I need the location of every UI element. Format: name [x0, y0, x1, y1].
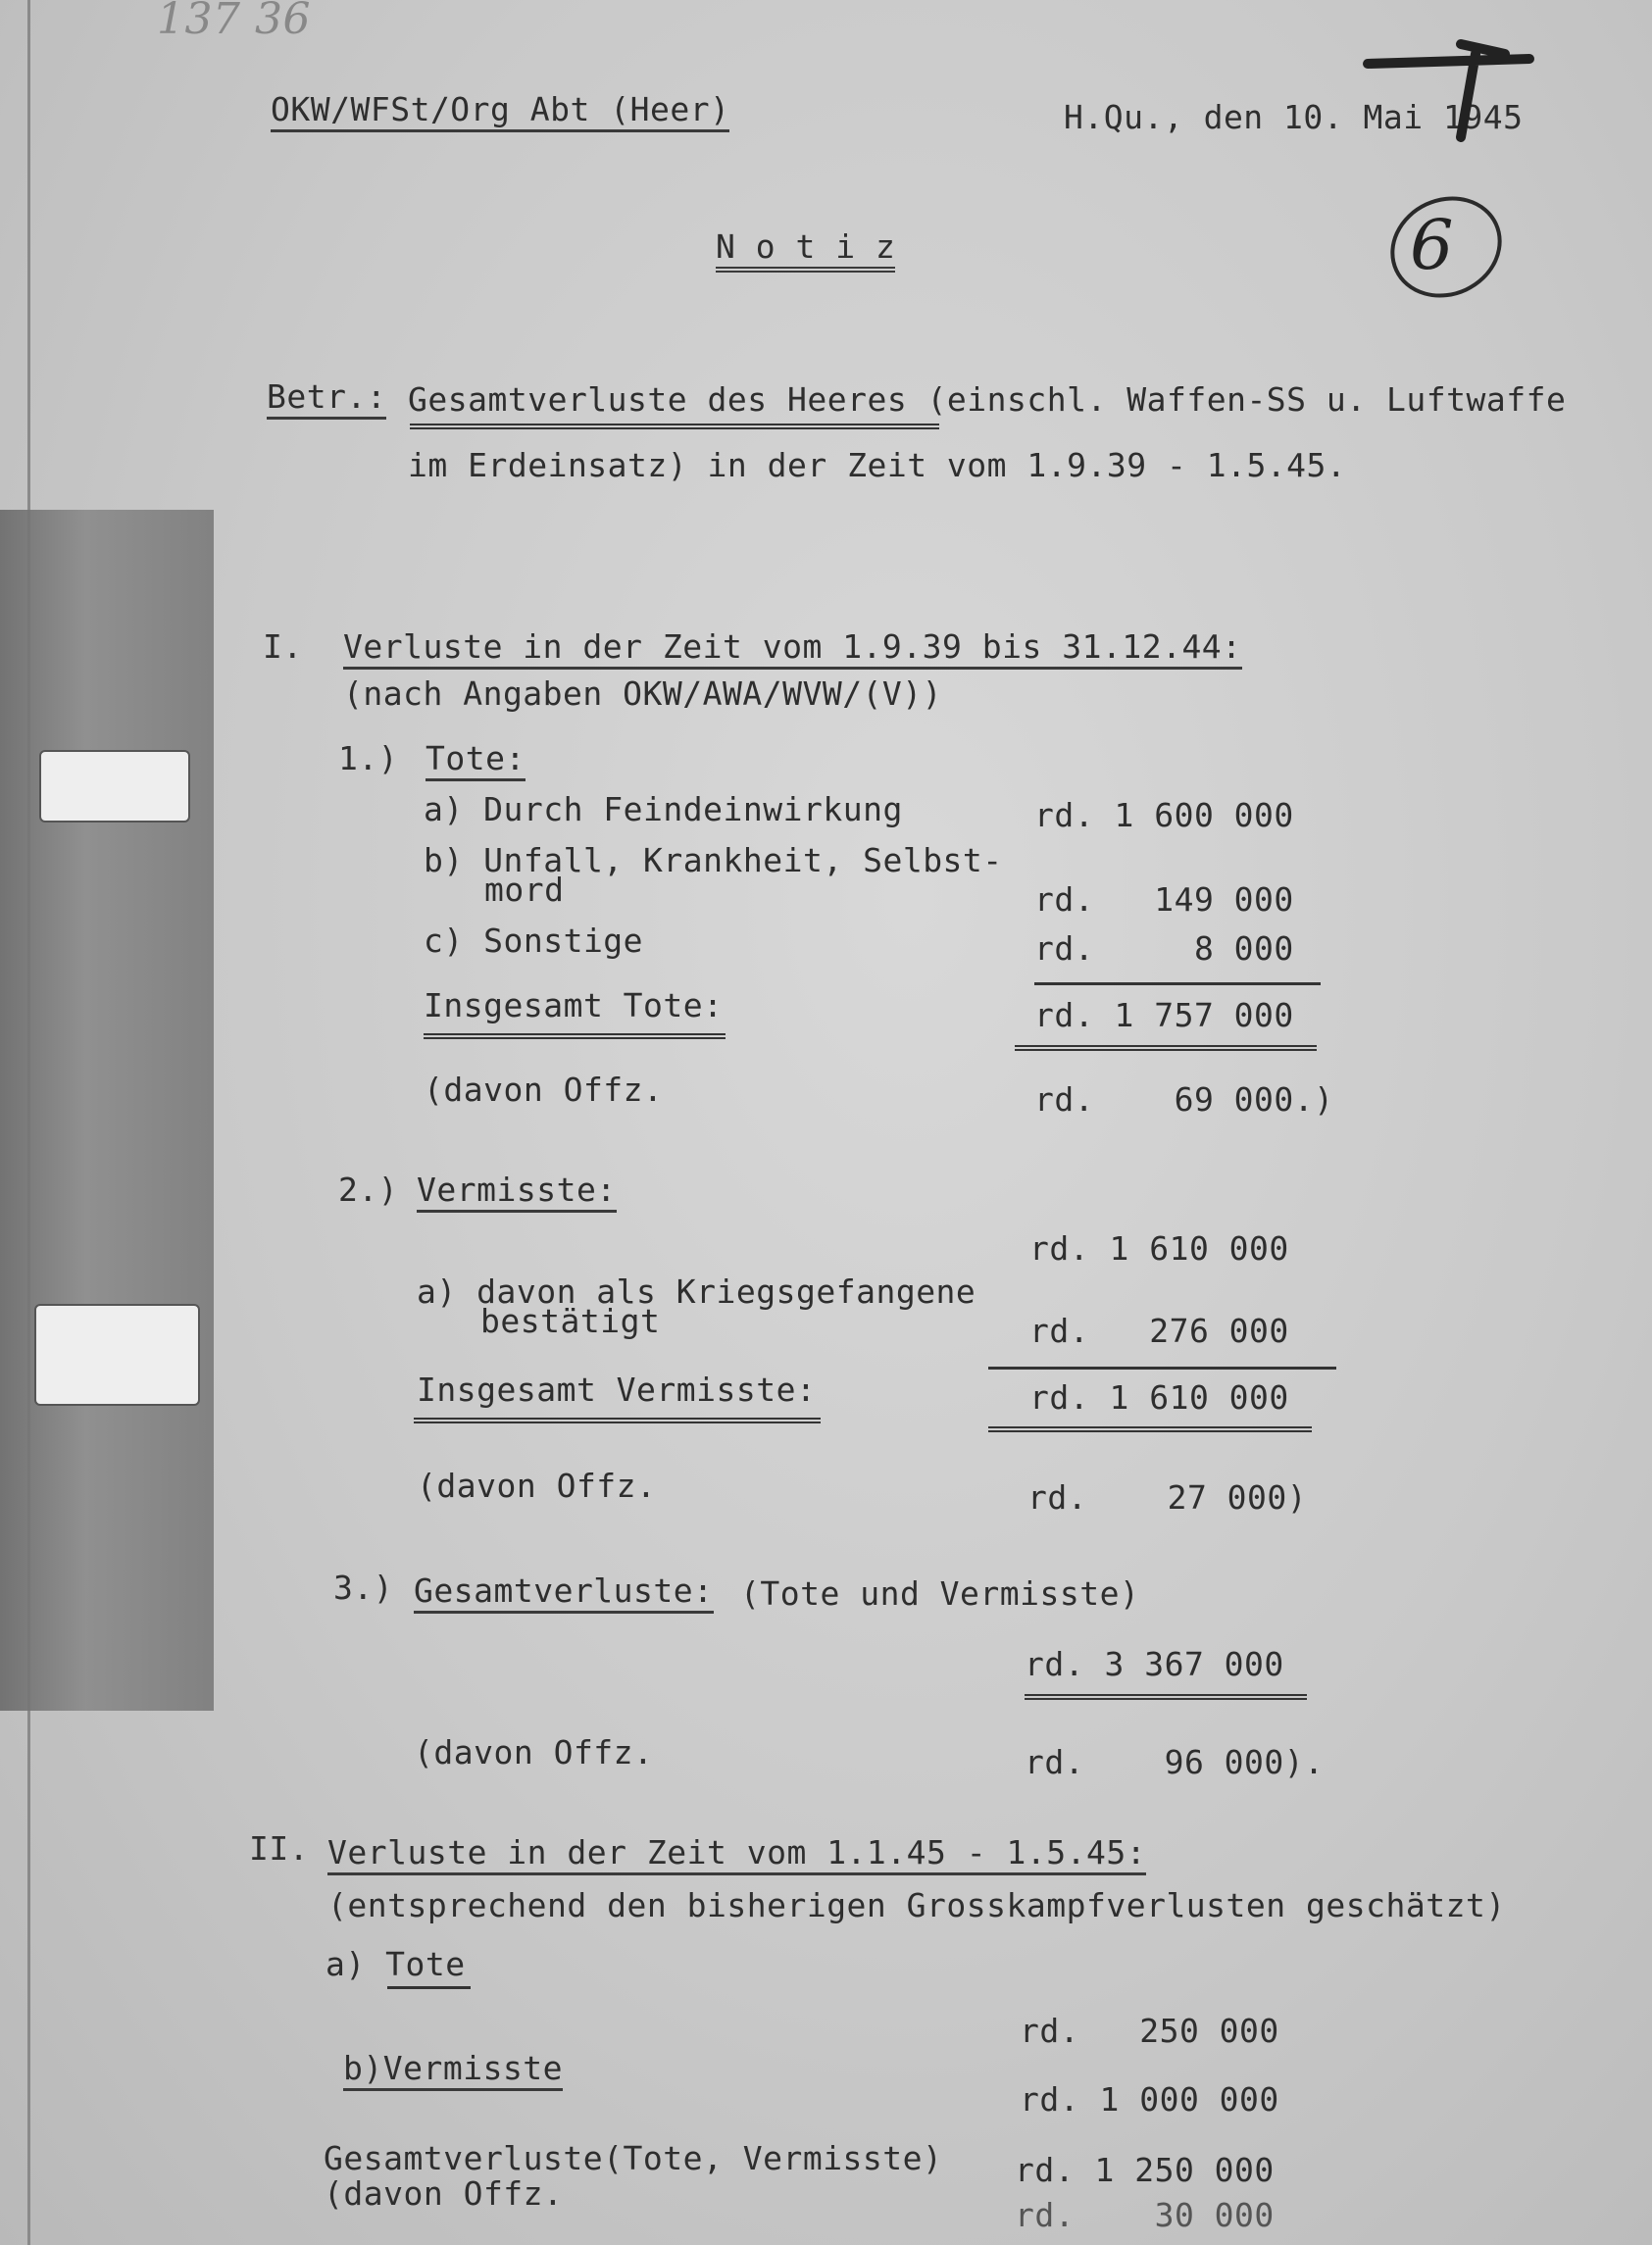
gesamt-number: 3.) [333, 1569, 394, 1607]
tote-a-label: a) Durch Feindeinwirkung [424, 790, 903, 828]
section-2-total-label: Gesamtverluste(Tote, Vermisste) [324, 2139, 943, 2177]
section-2-offz-value: rd. 30 000 [1015, 2196, 1275, 2234]
subject-double-rule [410, 424, 939, 429]
vermisste-offz-label: (davon Offz. [417, 1467, 657, 1505]
document-title: N o t i z [716, 227, 895, 273]
section-1-heading: Verluste in der Zeit vom 1.9.39 bis 31.12.44: [343, 627, 1242, 670]
subject-label: Betr.: [267, 377, 386, 420]
vermisste-a-label-1: a) davon als Kriegsgefangene [417, 1272, 976, 1311]
vermisste-sum-rule [988, 1367, 1336, 1370]
tote-offz-label: (davon Offz. [424, 1071, 664, 1109]
tote-offz-value: rd. 69 000.) [1034, 1080, 1334, 1119]
vermisste-offz-value: rd. 27 000) [1027, 1478, 1308, 1517]
subject-line-1: Gesamtverluste des Heeres (einschl. Waffen-SS u. Luftwaffe [408, 380, 1567, 419]
section-2-a-label: a) Tote [325, 1945, 466, 1983]
gesamt-value: rd. 3 367 000 [1025, 1645, 1284, 1683]
section-2-heading: Verluste in der Zeit vom 1.1.45 - 1.5.45: [327, 1833, 1146, 1875]
tote-number: 1.) [338, 739, 399, 777]
section-2-a-underline [387, 1986, 471, 1989]
tote-heading: Tote: [426, 739, 526, 781]
section-1-number: I. [263, 627, 303, 666]
tote-a-value: rd. 1 600 000 [1034, 796, 1294, 834]
vermisste-total-value-rule [988, 1426, 1312, 1432]
vermisste-value: rd. 1 610 000 [1029, 1229, 1289, 1268]
staple-bottom [34, 1304, 200, 1406]
subject-line-2: im Erdeinsatz) in der Zeit vom 1.9.39 - 1.5.45. [408, 446, 1347, 484]
tote-total-label-rule [424, 1033, 726, 1039]
section-2-number: II. [249, 1829, 310, 1868]
gesamt-offz-label: (davon Offz. [414, 1733, 654, 1771]
tote-b-label-1: b) Unfall, Krankheit, Selbst- [424, 841, 1003, 879]
section-2-b-label: b)Vermisste [343, 2049, 563, 2091]
tote-total-value: rd. 1 757 000 [1034, 996, 1294, 1034]
vermisste-heading: Vermisste: [417, 1171, 617, 1213]
section-2-b-value: rd. 1 000 000 [1020, 2080, 1279, 2119]
vermisste-total-label-rule [414, 1418, 821, 1423]
gesamt-offz-value: rd. 96 000). [1025, 1743, 1325, 1781]
tote-total-label: Insgesamt Tote: [424, 986, 724, 1024]
vermisste-a-value: rd. 276 000 [1029, 1312, 1289, 1350]
page-number-mark: 6 [1410, 205, 1455, 285]
place-date: H.Qu., den 10. Mai 1945 [1064, 98, 1524, 136]
corner-scribble: 137 36 [157, 0, 311, 44]
gesamt-value-rule [1025, 1694, 1307, 1700]
vermisste-total-label: Insgesamt Vermisste: [417, 1371, 817, 1409]
tote-b-label-2: mord [484, 871, 565, 909]
section-1-source: (nach Angaben OKW/AWA/WVW/(V)) [343, 674, 943, 713]
tote-c-label: c) Sonstige [424, 922, 644, 960]
gesamt-note: (Tote und Vermisste) [740, 1574, 1140, 1613]
vermisste-total-value: rd. 1 610 000 [1029, 1378, 1289, 1417]
tote-c-value: rd. 8 000 [1034, 929, 1294, 968]
section-2-a-value: rd. 250 000 [1020, 2012, 1279, 2050]
office-line: OKW/WFSt/Org Abt (Heer) [271, 90, 729, 132]
gesamt-heading: Gesamtverluste: [414, 1572, 714, 1614]
handwritten-stroke-mark [1358, 25, 1554, 142]
section-2-offz-label: (davon Offz. [324, 2174, 564, 2213]
tote-b-value: rd. 149 000 [1034, 880, 1294, 919]
binding-tape [0, 510, 214, 1711]
tote-total-value-rule [1015, 1045, 1317, 1051]
tote-sum-rule [1034, 982, 1321, 985]
staple-top [39, 750, 190, 823]
vermisste-number: 2.) [338, 1171, 399, 1209]
vermisste-a-label-2: bestätigt [480, 1302, 661, 1340]
section-2-note: (entsprechend den bisherigen Grosskampfverlusten geschätzt) [327, 1886, 1506, 1924]
section-2-total-value: rd. 1 250 000 [1015, 2151, 1275, 2189]
